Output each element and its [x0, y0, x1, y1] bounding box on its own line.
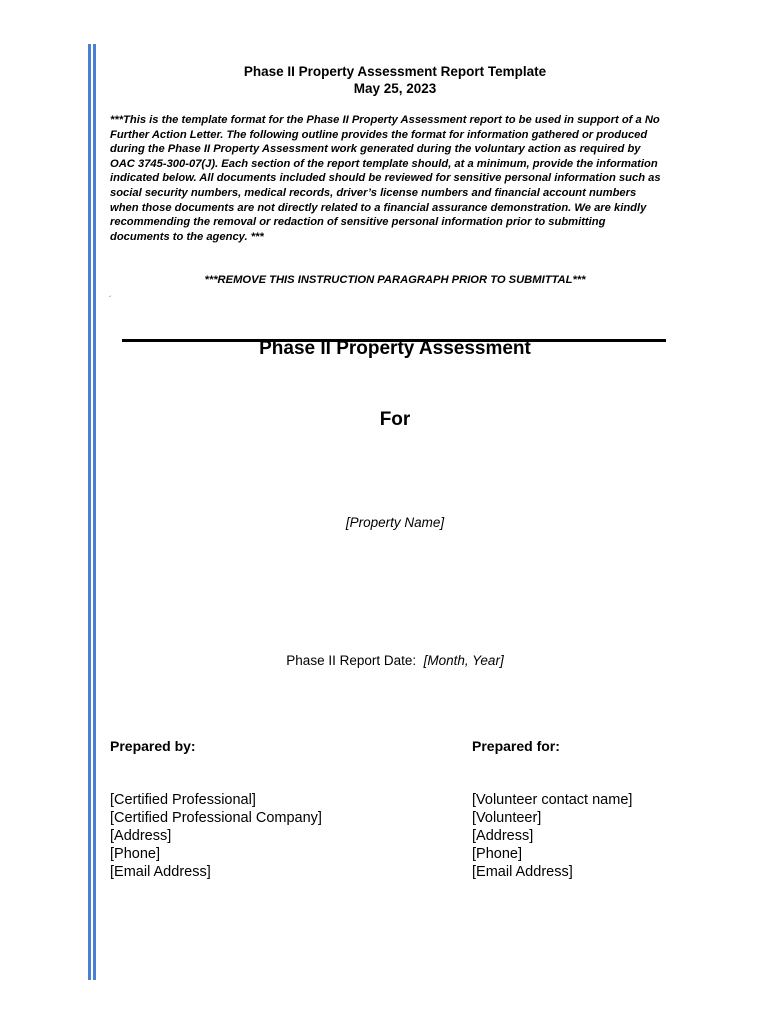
prepared-by-phone: [Phone] — [110, 846, 160, 862]
prepared-for-volunteer: [Volunteer] — [472, 810, 542, 826]
template-title: Phase II Property Assessment Report Template — [243, 64, 547, 79]
prepared-for-heading: Prepared for: — [472, 738, 560, 754]
cover-for-label: For — [379, 409, 411, 430]
instruction-paragraph: ***This is the template format for the Phase II Property Assessment report to be used in support of a No Further Action Letter. The following outline provides the format for information gathered or produced during the Phase II Property Assessment work generated during the voluntary action as required by OAC 3745-300-07(J). Each section of the report template should, at a minimum, provide the information indicated below. All documents included should be reviewed for sensitive personal information such as social security numbers, medical records, driver’s license numbers and financial account numbers when those documents are not directly related to a financial assurance demonstration. We are kindly recommending the removal or redaction of sensitive personal information prior to submitting documents to the agency. *** — [110, 114, 661, 243]
prepared-by-address: [Address] — [110, 828, 172, 844]
prepared-by-heading: Prepared by: — [110, 738, 196, 754]
left-margin-border-outer — [88, 44, 91, 980]
prepared-for-phone: [Phone] — [472, 846, 522, 862]
prepared-by-company: [Certified Professional Company] — [110, 810, 322, 826]
report-date-line — [110, 652, 680, 669]
prepared-by-professional: [Certified Professional] — [110, 792, 256, 808]
document-header — [110, 63, 680, 97]
prepared-for-email: [Email Address] — [472, 864, 573, 880]
stray-mark: ´ — [109, 295, 112, 304]
report-date-value: [Month, Year] — [423, 653, 504, 668]
prepared-for-address: [Address] — [472, 828, 534, 844]
template-date: May 25, 2023 — [353, 81, 437, 96]
prepared-for-contact: [Volunteer contact name] — [472, 792, 633, 808]
cover-title: Phase II Property Assessment — [259, 338, 531, 359]
prepared-by-list — [110, 791, 322, 881]
prepared-for-list — [472, 791, 632, 881]
left-margin-border-inner — [93, 44, 96, 980]
report-date-label: Phase II Report Date: — [286, 653, 417, 668]
prepared-by-email: [Email Address] — [110, 864, 211, 880]
remove-instruction-note: ***REMOVE THIS INSTRUCTION PARAGRAPH PRIOR TO SUBMITTAL*** — [204, 274, 586, 286]
property-name-placeholder: [Property Name] — [345, 515, 445, 530]
